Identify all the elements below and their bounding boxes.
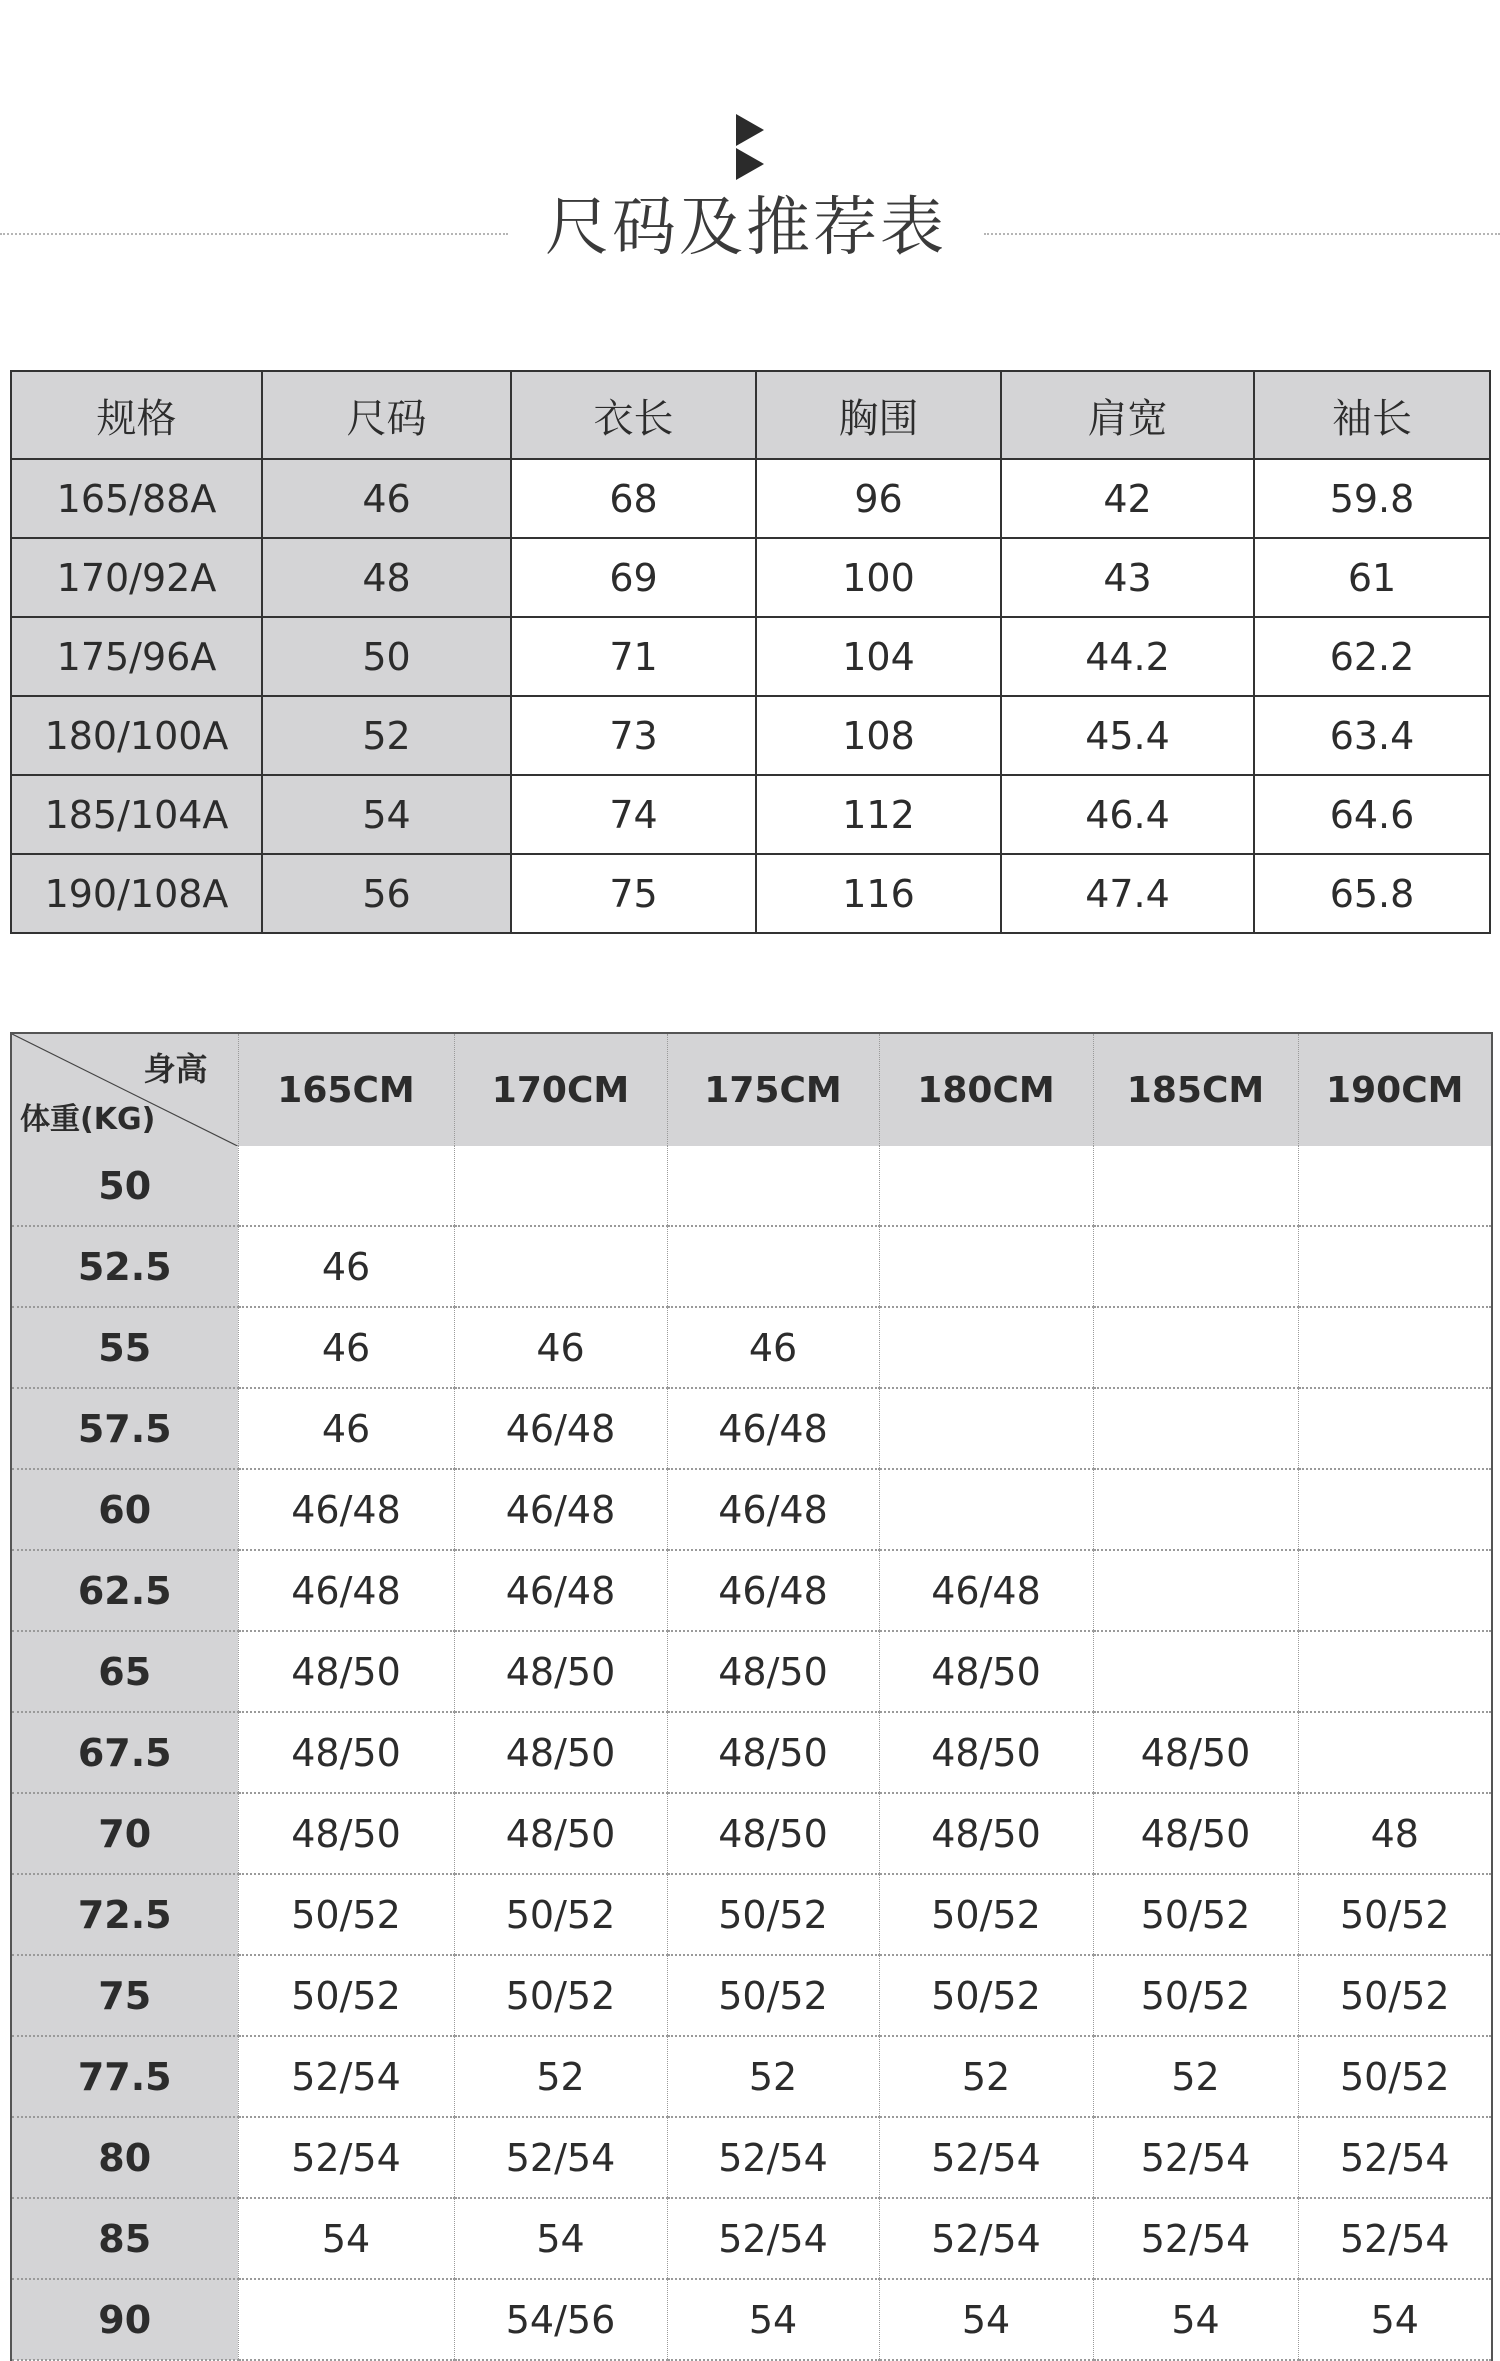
measure-cell: 63.4 bbox=[1254, 696, 1490, 775]
recommended-size-cell bbox=[1298, 1469, 1492, 1550]
recommended-size-cell: 50/52 bbox=[454, 1874, 667, 1955]
measure-cell: 108 bbox=[756, 696, 1001, 775]
weight-cell: 85 bbox=[11, 2198, 238, 2279]
measure-cell: 42 bbox=[1001, 459, 1254, 538]
spec-table-row bbox=[11, 696, 1490, 775]
recommended-size-cell: 52 bbox=[1093, 2036, 1298, 2117]
recommend-table-row bbox=[11, 2036, 1492, 2117]
spec-cell: 185/104A bbox=[11, 775, 262, 854]
measure-cell: 73 bbox=[511, 696, 756, 775]
recommended-size-cell: 50/52 bbox=[1298, 1874, 1492, 1955]
measure-cell: 44.2 bbox=[1001, 617, 1254, 696]
measure-cell: 68 bbox=[511, 459, 756, 538]
recommended-size-cell: 48/50 bbox=[879, 1793, 1093, 1874]
recommended-size-cell bbox=[667, 1146, 879, 1226]
recommended-size-cell bbox=[879, 1146, 1093, 1226]
recommend-table-row bbox=[11, 2279, 1492, 2360]
recommend-table-row bbox=[11, 1146, 1492, 1226]
recommended-size-cell: 52/54 bbox=[879, 2117, 1093, 2198]
weight-cell: 67.5 bbox=[11, 1712, 238, 1793]
recommend-table-row bbox=[11, 1550, 1492, 1631]
measure-cell: 116 bbox=[756, 854, 1001, 933]
recommended-size-cell: 46/48 bbox=[238, 1469, 454, 1550]
recommended-size-cell bbox=[1093, 1146, 1298, 1226]
size-cell: 48 bbox=[262, 538, 511, 617]
measure-cell: 45.4 bbox=[1001, 696, 1254, 775]
measure-cell: 59.8 bbox=[1254, 459, 1490, 538]
measure-cell: 46.4 bbox=[1001, 775, 1254, 854]
recommended-size-cell: 50/52 bbox=[1298, 1955, 1492, 2036]
measure-cell: 74 bbox=[511, 775, 756, 854]
measure-cell: 104 bbox=[756, 617, 1001, 696]
recommended-size-cell: 48/50 bbox=[879, 1712, 1093, 1793]
recommended-size-cell: 54/56 bbox=[454, 2279, 667, 2360]
recommended-size-cell: 48 bbox=[1298, 1793, 1492, 1874]
spec-table-header bbox=[11, 371, 1490, 459]
size-cell: 46 bbox=[262, 459, 511, 538]
recommended-size-cell: 46/48 bbox=[454, 1550, 667, 1631]
double-arrow-icon bbox=[736, 114, 766, 180]
title-divider-right bbox=[984, 233, 1500, 235]
recommended-size-cell: 48/50 bbox=[1093, 1793, 1298, 1874]
height-header-cell: 190CM bbox=[1298, 1033, 1492, 1146]
recommended-size-cell: 52/54 bbox=[1093, 2117, 1298, 2198]
recommend-table-row bbox=[11, 1226, 1492, 1307]
recommended-size-cell: 46 bbox=[238, 1307, 454, 1388]
recommend-table-row bbox=[11, 1631, 1492, 1712]
recommended-size-cell: 54 bbox=[1093, 2279, 1298, 2360]
recommended-size-cell: 46/48 bbox=[667, 1550, 879, 1631]
spec-header-cell: 袖长 bbox=[1254, 371, 1490, 459]
recommended-size-cell bbox=[1298, 1388, 1492, 1469]
recommended-size-cell: 52 bbox=[454, 2036, 667, 2117]
recommended-size-cell: 52/54 bbox=[1298, 2117, 1492, 2198]
weight-cell: 80 bbox=[11, 2117, 238, 2198]
recommended-size-cell bbox=[1093, 1469, 1298, 1550]
measure-cell: 96 bbox=[756, 459, 1001, 538]
spec-header-cell: 规格 bbox=[11, 371, 262, 459]
recommended-size-cell: 54 bbox=[667, 2279, 879, 2360]
recommend-table-row bbox=[11, 1712, 1492, 1793]
weight-cell: 52.5 bbox=[11, 1226, 238, 1307]
spec-header-cell: 衣长 bbox=[511, 371, 756, 459]
recommended-size-cell: 52/54 bbox=[238, 2036, 454, 2117]
measure-cell: 100 bbox=[756, 538, 1001, 617]
measure-cell: 62.2 bbox=[1254, 617, 1490, 696]
recommended-size-cell: 46/48 bbox=[454, 1388, 667, 1469]
recommended-size-cell: 48/50 bbox=[667, 1712, 879, 1793]
recommended-size-cell: 48/50 bbox=[879, 1631, 1093, 1712]
spec-header-cell: 肩宽 bbox=[1001, 371, 1254, 459]
recommended-size-cell bbox=[1298, 1550, 1492, 1631]
recommended-size-cell bbox=[238, 2279, 454, 2360]
recommend-table-header bbox=[11, 1033, 1492, 1146]
spec-cell: 175/96A bbox=[11, 617, 262, 696]
spec-cell: 190/108A bbox=[11, 854, 262, 933]
recommended-size-cell: 52/54 bbox=[667, 2198, 879, 2279]
recommended-size-cell bbox=[454, 1146, 667, 1226]
recommended-size-cell: 54 bbox=[238, 2198, 454, 2279]
recommended-size-cell: 48/50 bbox=[238, 1712, 454, 1793]
size-cell: 54 bbox=[262, 775, 511, 854]
recommended-size-cell: 50/52 bbox=[1298, 2036, 1492, 2117]
recommended-size-cell: 46/48 bbox=[238, 1550, 454, 1631]
recommended-size-cell: 50/52 bbox=[1093, 1955, 1298, 2036]
recommended-size-cell bbox=[1093, 1388, 1298, 1469]
recommended-size-cell bbox=[1093, 1226, 1298, 1307]
weight-cell: 55 bbox=[11, 1307, 238, 1388]
recommended-size-cell: 52/54 bbox=[667, 2117, 879, 2198]
recommended-size-cell: 52/54 bbox=[1093, 2198, 1298, 2279]
recommended-size-cell: 52/54 bbox=[1298, 2198, 1492, 2279]
measure-cell: 64.6 bbox=[1254, 775, 1490, 854]
weight-cell: 50 bbox=[11, 1146, 238, 1226]
recommended-size-cell: 50/52 bbox=[667, 1955, 879, 2036]
spec-table-row bbox=[11, 538, 1490, 617]
size-cell: 56 bbox=[262, 854, 511, 933]
recommended-size-cell: 52/54 bbox=[879, 2198, 1093, 2279]
spec-cell: 170/92A bbox=[11, 538, 262, 617]
recommend-table-row bbox=[11, 1874, 1492, 1955]
size-cell: 50 bbox=[262, 617, 511, 696]
height-header-cell: 165CM bbox=[238, 1033, 454, 1146]
recommended-size-cell: 46 bbox=[238, 1388, 454, 1469]
recommended-size-cell: 50/52 bbox=[667, 1874, 879, 1955]
recommended-size-cell: 48/50 bbox=[454, 1712, 667, 1793]
spec-table-row bbox=[11, 459, 1490, 538]
recommended-size-cell: 46/48 bbox=[667, 1469, 879, 1550]
measure-cell: 47.4 bbox=[1001, 854, 1254, 933]
corner-cell bbox=[11, 1033, 238, 1146]
recommended-size-cell: 48/50 bbox=[454, 1631, 667, 1712]
height-header-cell: 170CM bbox=[454, 1033, 667, 1146]
recommended-size-cell: 52 bbox=[879, 2036, 1093, 2117]
recommended-size-cell bbox=[1298, 1226, 1492, 1307]
size-recommend-table bbox=[10, 1032, 1493, 2361]
recommended-size-cell: 46/48 bbox=[667, 1388, 879, 1469]
page-title: 尺码及推荐表 bbox=[545, 191, 947, 265]
recommended-size-cell: 50/52 bbox=[238, 1955, 454, 2036]
height-header-cell: 185CM bbox=[1093, 1033, 1298, 1146]
recommend-table-row bbox=[11, 1793, 1492, 1874]
size-spec-table bbox=[10, 370, 1491, 934]
recommended-size-cell: 50/52 bbox=[454, 1955, 667, 2036]
weight-cell: 60 bbox=[11, 1469, 238, 1550]
recommended-size-cell: 48/50 bbox=[238, 1793, 454, 1874]
recommended-size-cell bbox=[879, 1226, 1093, 1307]
recommended-size-cell: 52/54 bbox=[238, 2117, 454, 2198]
recommended-size-cell: 48/50 bbox=[238, 1631, 454, 1712]
recommend-table-row bbox=[11, 2117, 1492, 2198]
recommend-table-row bbox=[11, 1955, 1492, 2036]
recommended-size-cell: 48/50 bbox=[1093, 1712, 1298, 1793]
measure-cell: 71 bbox=[511, 617, 756, 696]
title-divider-left bbox=[0, 233, 508, 235]
recommended-size-cell bbox=[1298, 1146, 1492, 1226]
spec-table-row bbox=[11, 854, 1490, 933]
measure-cell: 61 bbox=[1254, 538, 1490, 617]
recommended-size-cell: 46/48 bbox=[454, 1469, 667, 1550]
measure-cell: 43 bbox=[1001, 538, 1254, 617]
recommended-size-cell: 50/52 bbox=[879, 1955, 1093, 2036]
height-header-cell: 180CM bbox=[879, 1033, 1093, 1146]
spec-header-cell: 尺码 bbox=[262, 371, 511, 459]
measure-cell: 112 bbox=[756, 775, 1001, 854]
recommended-size-cell: 46 bbox=[454, 1307, 667, 1388]
weight-cell: 62.5 bbox=[11, 1550, 238, 1631]
weight-cell: 65 bbox=[11, 1631, 238, 1712]
weight-cell: 57.5 bbox=[11, 1388, 238, 1469]
recommended-size-cell bbox=[1093, 1631, 1298, 1712]
recommended-size-cell: 54 bbox=[1298, 2279, 1492, 2360]
recommended-size-cell: 54 bbox=[454, 2198, 667, 2279]
recommended-size-cell bbox=[1093, 1550, 1298, 1631]
spec-header-cell: 胸围 bbox=[756, 371, 1001, 459]
recommended-size-cell: 50/52 bbox=[1093, 1874, 1298, 1955]
recommended-size-cell bbox=[238, 1146, 454, 1226]
recommend-table-row bbox=[11, 2198, 1492, 2279]
weight-cell: 90 bbox=[11, 2279, 238, 2360]
recommend-table-row bbox=[11, 1388, 1492, 1469]
recommended-size-cell: 52 bbox=[667, 2036, 879, 2117]
height-header-cell: 175CM bbox=[667, 1033, 879, 1146]
measure-cell: 75 bbox=[511, 854, 756, 933]
recommended-size-cell: 46 bbox=[238, 1226, 454, 1307]
spec-table-row bbox=[11, 617, 1490, 696]
weight-cell: 75 bbox=[11, 1955, 238, 2036]
recommended-size-cell: 50/52 bbox=[238, 1874, 454, 1955]
recommend-table-row bbox=[11, 1307, 1492, 1388]
weight-cell: 77.5 bbox=[11, 2036, 238, 2117]
recommended-size-cell bbox=[1298, 1631, 1492, 1712]
recommended-size-cell: 46 bbox=[667, 1307, 879, 1388]
recommended-size-cell: 50/52 bbox=[879, 1874, 1093, 1955]
measure-cell: 69 bbox=[511, 538, 756, 617]
spec-table-row bbox=[11, 775, 1490, 854]
recommended-size-cell: 48/50 bbox=[454, 1793, 667, 1874]
recommended-size-cell bbox=[879, 1388, 1093, 1469]
recommended-size-cell bbox=[879, 1307, 1093, 1388]
size-cell: 52 bbox=[262, 696, 511, 775]
recommended-size-cell bbox=[1093, 1307, 1298, 1388]
recommend-table-row bbox=[11, 1469, 1492, 1550]
spec-cell: 180/100A bbox=[11, 696, 262, 775]
recommended-size-cell bbox=[879, 1469, 1093, 1550]
recommended-size-cell: 48/50 bbox=[667, 1631, 879, 1712]
recommended-size-cell: 46/48 bbox=[879, 1550, 1093, 1631]
measure-cell: 65.8 bbox=[1254, 854, 1490, 933]
recommended-size-cell bbox=[1298, 1712, 1492, 1793]
recommended-size-cell: 54 bbox=[879, 2279, 1093, 2360]
weight-cell: 72.5 bbox=[11, 1874, 238, 1955]
corner-weight-label: 体重(KG) bbox=[20, 1102, 156, 1137]
recommended-size-cell bbox=[1298, 1307, 1492, 1388]
recommended-size-cell: 52/54 bbox=[454, 2117, 667, 2198]
recommended-size-cell: 48/50 bbox=[667, 1793, 879, 1874]
corner-height-label: 身高 bbox=[143, 1050, 208, 1088]
recommended-size-cell bbox=[667, 1226, 879, 1307]
recommended-size-cell bbox=[454, 1226, 667, 1307]
spec-cell: 165/88A bbox=[11, 459, 262, 538]
weight-cell: 70 bbox=[11, 1793, 238, 1874]
